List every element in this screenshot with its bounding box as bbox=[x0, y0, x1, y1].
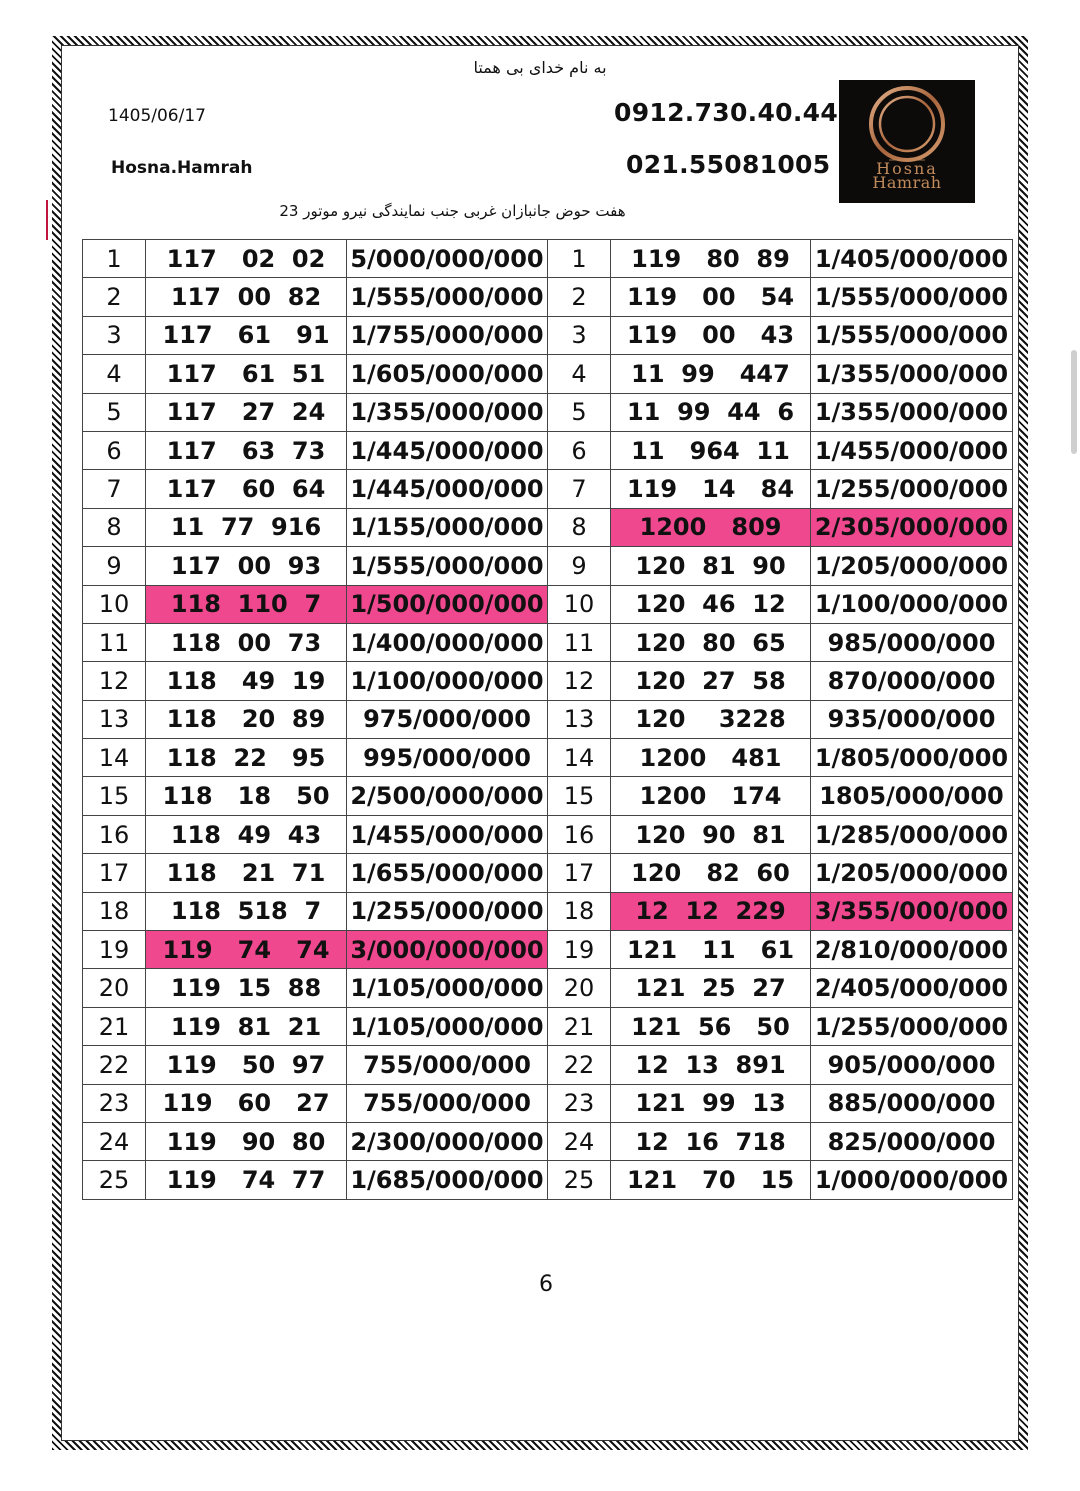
sim-number-left: 117 00 82 bbox=[146, 278, 347, 316]
row-number-right: 12 bbox=[548, 662, 611, 700]
sim-number-left: 117 60 64 bbox=[146, 470, 347, 508]
price-left: 1/555/000/000 bbox=[347, 278, 548, 316]
price-right: 3/355/000/000 bbox=[811, 892, 1013, 930]
price-left: 1/555/000/000 bbox=[347, 547, 548, 585]
row-number-right: 3 bbox=[548, 316, 611, 354]
mobile-phone-number: 0912.730.40.44 bbox=[614, 98, 839, 127]
sim-number-left: 117 61 91 bbox=[146, 316, 347, 354]
price-right: 870/000/000 bbox=[811, 662, 1013, 700]
row-number-right: 16 bbox=[548, 815, 611, 853]
table-row bbox=[83, 623, 1013, 661]
price-right: 1/285/000/000 bbox=[811, 815, 1013, 853]
sim-number-right: 120 82 60 bbox=[611, 854, 811, 892]
row-number-left: 25 bbox=[83, 1161, 146, 1199]
row-number-left: 3 bbox=[83, 316, 146, 354]
sim-number-left: 117 00 93 bbox=[146, 547, 347, 585]
sim-number-right: 12 13 891 bbox=[611, 1046, 811, 1084]
price-right: 2/305/000/000 bbox=[811, 508, 1013, 546]
table-row bbox=[83, 815, 1013, 853]
price-left: 1/685/000/000 bbox=[347, 1161, 548, 1199]
row-number-right: 7 bbox=[548, 470, 611, 508]
price-left: 1/500/000/000 bbox=[347, 585, 548, 623]
sim-number-left: 118 518 7 bbox=[146, 892, 347, 930]
table-row bbox=[83, 1007, 1013, 1045]
price-left: 1/105/000/000 bbox=[347, 969, 548, 1007]
sim-number-right: 12 16 718 bbox=[611, 1122, 811, 1160]
price-right: 1/405/000/000 bbox=[811, 240, 1013, 278]
table-row bbox=[83, 278, 1013, 316]
sim-number-left: 118 49 43 bbox=[146, 815, 347, 853]
sim-number-right: 121 11 61 bbox=[611, 931, 811, 969]
row-number-right: 18 bbox=[548, 892, 611, 930]
row-number-left: 1 bbox=[83, 240, 146, 278]
table-row bbox=[83, 316, 1013, 354]
landline-phone-number: 021.55081005 bbox=[626, 150, 831, 179]
price-right: 935/000/000 bbox=[811, 700, 1013, 738]
company-logo bbox=[839, 80, 975, 203]
sim-number-right: 120 81 90 bbox=[611, 547, 811, 585]
table-row bbox=[83, 700, 1013, 738]
sim-number-right: 120 3228 bbox=[611, 700, 811, 738]
price-table-body bbox=[83, 240, 1013, 1200]
row-number-left: 14 bbox=[83, 739, 146, 777]
sim-number-right: 11 964 11 bbox=[611, 431, 811, 469]
sim-number-right: 119 14 84 bbox=[611, 470, 811, 508]
price-right: 985/000/000 bbox=[811, 623, 1013, 661]
row-number-right: 24 bbox=[548, 1122, 611, 1160]
sim-number-right: 120 90 81 bbox=[611, 815, 811, 853]
document-date: 1405/06/17 bbox=[108, 106, 206, 126]
row-number-left: 21 bbox=[83, 1007, 146, 1045]
price-left: 2/300/000/000 bbox=[347, 1122, 548, 1160]
price-left: 1/445/000/000 bbox=[347, 431, 548, 469]
row-number-right: 25 bbox=[548, 1161, 611, 1199]
price-right: 1/100/000/000 bbox=[811, 585, 1013, 623]
row-number-left: 12 bbox=[83, 662, 146, 700]
sim-number-left: 117 61 51 bbox=[146, 355, 347, 393]
sim-number-left: 118 00 73 bbox=[146, 623, 347, 661]
table-row bbox=[83, 547, 1013, 585]
row-number-right: 11 bbox=[548, 623, 611, 661]
sim-number-right: 121 56 50 bbox=[611, 1007, 811, 1045]
price-left: 1/400/000/000 bbox=[347, 623, 548, 661]
sim-number-right: 121 25 27 bbox=[611, 969, 811, 1007]
price-left: 1/155/000/000 bbox=[347, 508, 548, 546]
price-left: 2/500/000/000 bbox=[347, 777, 548, 815]
table-row bbox=[83, 892, 1013, 930]
price-left: 1/455/000/000 bbox=[347, 815, 548, 853]
price-left: 755/000/000 bbox=[347, 1084, 548, 1122]
price-left: 1/605/000/000 bbox=[347, 355, 548, 393]
price-right: 825/000/000 bbox=[811, 1122, 1013, 1160]
price-left: 1/355/000/000 bbox=[347, 393, 548, 431]
row-number-right: 15 bbox=[548, 777, 611, 815]
row-number-right: 1 bbox=[548, 240, 611, 278]
row-number-left: 5 bbox=[83, 393, 146, 431]
price-right: 2/405/000/000 bbox=[811, 969, 1013, 1007]
price-right: 2/810/000/000 bbox=[811, 931, 1013, 969]
sim-number-right: 121 99 13 bbox=[611, 1084, 811, 1122]
price-left: 1/755/000/000 bbox=[347, 316, 548, 354]
price-right: 1/805/000/000 bbox=[811, 739, 1013, 777]
sim-number-right: 1200 174 bbox=[611, 777, 811, 815]
row-number-right: 5 bbox=[548, 393, 611, 431]
table-row bbox=[83, 355, 1013, 393]
table-row bbox=[83, 1084, 1013, 1122]
price-right: 905/000/000 bbox=[811, 1046, 1013, 1084]
row-number-left: 2 bbox=[83, 278, 146, 316]
sim-number-left: 11 77 916 bbox=[146, 508, 347, 546]
row-number-left: 18 bbox=[83, 892, 146, 930]
price-left: 1/445/000/000 bbox=[347, 470, 548, 508]
row-number-right: 9 bbox=[548, 547, 611, 585]
table-row bbox=[83, 508, 1013, 546]
row-number-left: 6 bbox=[83, 431, 146, 469]
row-number-right: 17 bbox=[548, 854, 611, 892]
row-number-right: 23 bbox=[548, 1084, 611, 1122]
sim-number-left: 118 18 50 bbox=[146, 777, 347, 815]
table-row bbox=[83, 969, 1013, 1007]
sim-number-right: 119 00 54 bbox=[611, 278, 811, 316]
page-number: 6 bbox=[539, 1272, 553, 1297]
sim-number-left: 119 74 74 bbox=[146, 931, 347, 969]
row-number-left: 7 bbox=[83, 470, 146, 508]
sim-number-right: 1200 481 bbox=[611, 739, 811, 777]
price-left: 995/000/000 bbox=[347, 739, 548, 777]
sim-number-right: 121 70 15 bbox=[611, 1161, 811, 1199]
row-number-right: 6 bbox=[548, 431, 611, 469]
sim-number-right: 120 27 58 bbox=[611, 662, 811, 700]
price-right: 1/205/000/000 bbox=[811, 854, 1013, 892]
table-row bbox=[83, 1161, 1013, 1199]
sim-number-right: 12 12 229 bbox=[611, 892, 811, 930]
table-row bbox=[83, 854, 1013, 892]
row-number-left: 9 bbox=[83, 547, 146, 585]
row-number-left: 11 bbox=[83, 623, 146, 661]
price-right: 1/255/000/000 bbox=[811, 470, 1013, 508]
bismillah-heading: به نام خدای بی همتا bbox=[473, 58, 607, 77]
price-left: 1/655/000/000 bbox=[347, 854, 548, 892]
table-row bbox=[83, 739, 1013, 777]
sim-number-left: 119 90 80 bbox=[146, 1122, 347, 1160]
sim-number-right: 11 99 44 6 bbox=[611, 393, 811, 431]
row-number-right: 2 bbox=[548, 278, 611, 316]
sim-number-left: 118 22 95 bbox=[146, 739, 347, 777]
sim-number-left: 119 60 27 bbox=[146, 1084, 347, 1122]
row-number-left: 20 bbox=[83, 969, 146, 1007]
price-right: 1/355/000/000 bbox=[811, 355, 1013, 393]
sim-number-right: 120 80 65 bbox=[611, 623, 811, 661]
company-name: Hosna.Hamrah bbox=[111, 158, 253, 178]
row-number-right: 8 bbox=[548, 508, 611, 546]
table-row bbox=[83, 240, 1013, 278]
row-number-right: 22 bbox=[548, 1046, 611, 1084]
price-right: 1/000/000/000 bbox=[811, 1161, 1013, 1199]
price-right: 1/455/000/000 bbox=[811, 431, 1013, 469]
price-right: 1/255/000/000 bbox=[811, 1007, 1013, 1045]
price-left: 1/100/000/000 bbox=[347, 662, 548, 700]
table-row bbox=[83, 931, 1013, 969]
price-left: 1/105/000/000 bbox=[347, 1007, 548, 1045]
price-left: 755/000/000 bbox=[347, 1046, 548, 1084]
row-number-right: 4 bbox=[548, 355, 611, 393]
table-row bbox=[83, 585, 1013, 623]
sim-number-right: 120 46 12 bbox=[611, 585, 811, 623]
row-number-left: 8 bbox=[83, 508, 146, 546]
price-left: 5/000/000/000 bbox=[347, 240, 548, 278]
row-number-left: 4 bbox=[83, 355, 146, 393]
price-right: 1/205/000/000 bbox=[811, 547, 1013, 585]
row-number-right: 14 bbox=[548, 739, 611, 777]
sim-number-left: 118 20 89 bbox=[146, 700, 347, 738]
row-number-left: 24 bbox=[83, 1122, 146, 1160]
row-number-right: 20 bbox=[548, 969, 611, 1007]
row-number-left: 19 bbox=[83, 931, 146, 969]
table-row bbox=[83, 470, 1013, 508]
price-right: 1/555/000/000 bbox=[811, 316, 1013, 354]
sim-number-left: 118 110 7 bbox=[146, 585, 347, 623]
row-number-left: 15 bbox=[83, 777, 146, 815]
table-row bbox=[83, 1122, 1013, 1160]
row-number-left: 17 bbox=[83, 854, 146, 892]
sim-number-left: 118 21 71 bbox=[146, 854, 347, 892]
logo-text-line1: Hosna bbox=[876, 159, 938, 178]
price-right: 885/000/000 bbox=[811, 1084, 1013, 1122]
sim-number-right: 119 00 43 bbox=[611, 316, 811, 354]
price-right: 1805/000/000 bbox=[811, 777, 1013, 815]
table-row bbox=[83, 662, 1013, 700]
price-left: 1/255/000/000 bbox=[347, 892, 548, 930]
price-right: 1/355/000/000 bbox=[811, 393, 1013, 431]
row-number-left: 22 bbox=[83, 1046, 146, 1084]
row-number-right: 19 bbox=[548, 931, 611, 969]
sim-number-left: 117 02 02 bbox=[146, 240, 347, 278]
address-subtitle: هفت حوض جانبازان غربی جنب نمایندگی نیرو موتور 23 bbox=[279, 202, 626, 220]
sim-number-left: 117 27 24 bbox=[146, 393, 347, 431]
table-row bbox=[83, 431, 1013, 469]
table-row bbox=[83, 1046, 1013, 1084]
table-row bbox=[83, 393, 1013, 431]
row-number-right: 21 bbox=[548, 1007, 611, 1045]
row-number-left: 16 bbox=[83, 815, 146, 853]
price-left: 975/000/000 bbox=[347, 700, 548, 738]
sim-number-left: 118 49 19 bbox=[146, 662, 347, 700]
scrollbar-thumb[interactable] bbox=[1071, 350, 1077, 454]
sim-number-left: 119 74 77 bbox=[146, 1161, 347, 1199]
price-left: 3/000/000/000 bbox=[347, 931, 548, 969]
sim-number-left: 119 81 21 bbox=[146, 1007, 347, 1045]
row-number-left: 13 bbox=[83, 700, 146, 738]
price-table bbox=[82, 239, 1013, 1200]
table-row bbox=[83, 777, 1013, 815]
sim-number-right: 119 80 89 bbox=[611, 240, 811, 278]
sim-number-left: 119 15 88 bbox=[146, 969, 347, 1007]
row-number-left: 23 bbox=[83, 1084, 146, 1122]
sim-number-left: 119 50 97 bbox=[146, 1046, 347, 1084]
sim-number-left: 117 63 73 bbox=[146, 431, 347, 469]
logo-text-line2: Hamrah bbox=[872, 173, 942, 192]
row-number-right: 10 bbox=[548, 585, 611, 623]
sim-number-right: 1200 809 bbox=[611, 508, 811, 546]
row-number-right: 13 bbox=[548, 700, 611, 738]
row-number-left: 10 bbox=[83, 585, 146, 623]
sim-number-right: 11 99 447 bbox=[611, 355, 811, 393]
price-right: 1/555/000/000 bbox=[811, 278, 1013, 316]
